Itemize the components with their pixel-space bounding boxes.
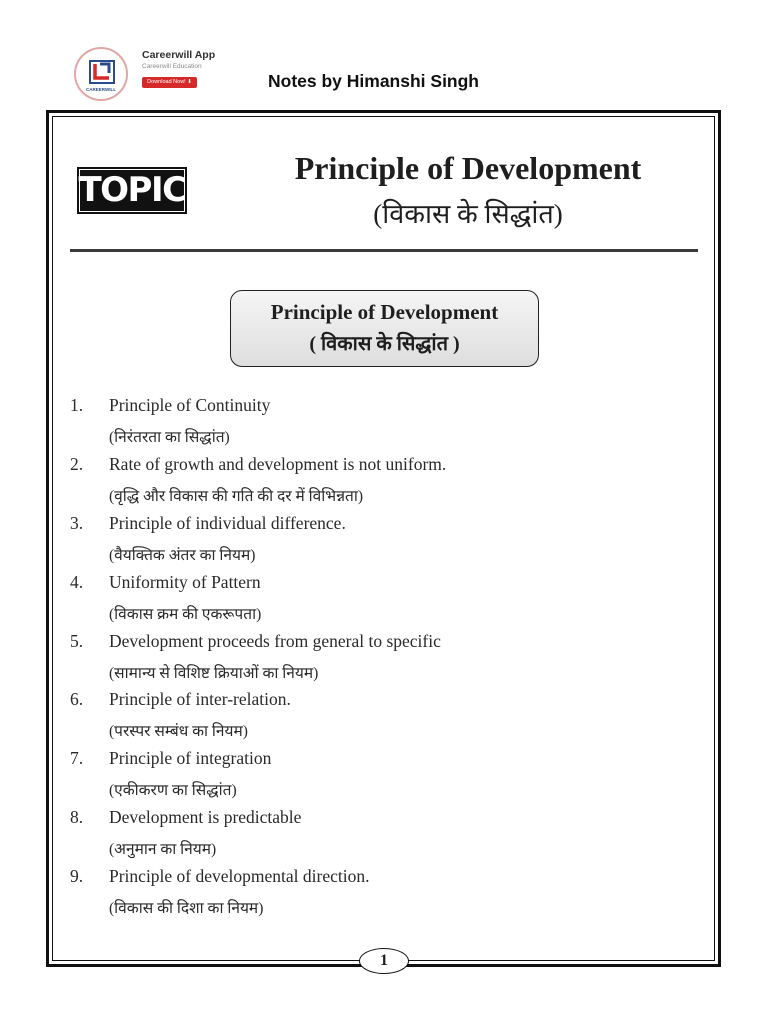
item-text: Development proceeds from general to specific: [109, 630, 441, 651]
section-heading: Principle of Development: [270, 300, 499, 324]
list-item: [70, 572, 690, 631]
item-text: Principle of individual difference.: [109, 512, 346, 533]
item-number: 3.: [70, 512, 84, 533]
item-text: Rate of growth and development is not uniform.: [109, 453, 447, 474]
item-text: Development is predictable: [109, 807, 302, 828]
item-text: Uniformity of Pattern: [109, 571, 261, 592]
page-number: 1: [359, 948, 409, 974]
list-item: [70, 631, 690, 690]
app-subtitle: Careerwill Education: [142, 63, 202, 70]
page-title-hindi: (विकास के सिद्धांत): [373, 199, 563, 229]
list-item: [70, 866, 690, 925]
list-item: [70, 748, 690, 807]
section-heading-hindi: ( विकास के सिद्धांत ): [309, 333, 460, 355]
item-text-hindi: (एकीकरण का सिद्धांत): [109, 782, 237, 800]
title-divider: [70, 249, 698, 252]
list-item: [70, 395, 690, 454]
topic-badge: TOPIC: [77, 167, 187, 214]
item-number: 2.: [70, 453, 84, 474]
item-text-hindi: (विकास की दिशा का नियम): [109, 900, 264, 918]
item-text-hindi: (वैयक्तिक अंतर का नियम): [109, 546, 256, 564]
item-text: Principle of Continuity: [109, 395, 271, 415]
item-text: Principle of inter-relation.: [109, 689, 291, 710]
careerwill-logo: [74, 47, 128, 101]
item-text-hindi: (अनुमान का नियम): [109, 841, 217, 859]
page-title: Principle of Development: [294, 150, 642, 186]
download-now-button[interactable]: Download Now! ⬇: [142, 77, 197, 88]
careerwill-logo-icon: [88, 59, 116, 85]
item-number: 6.: [70, 689, 84, 710]
list-item: [70, 689, 690, 748]
list-item: [70, 513, 690, 572]
item-text-hindi: (विकास क्रम की एकरूपता): [109, 605, 262, 623]
item-number: 7.: [70, 748, 84, 769]
section-heading-box: [230, 290, 539, 367]
item-number: 9.: [70, 866, 84, 887]
principles-list: [70, 395, 690, 925]
item-text: Principle of developmental direction.: [109, 866, 370, 887]
item-text-hindi: (परस्पर सम्बंध का नियम): [109, 723, 248, 741]
item-number: 4.: [70, 571, 84, 592]
list-item: [70, 807, 690, 866]
logo-wordmark: CAREERWILL: [86, 87, 116, 92]
item-text: Principle of integration: [109, 748, 272, 769]
item-number: 8.: [70, 807, 84, 828]
item-text-hindi: (वृद्धि और विकास की गति की दर में विभिन्नता): [109, 487, 364, 505]
app-name: Careerwill App: [142, 49, 216, 61]
item-text-hindi: (निरंतरता का सिद्धांत): [109, 429, 230, 446]
item-number: 1.: [70, 395, 84, 415]
item-text-hindi: (सामान्य से विशिष्ट क्रियाओं का नियम): [109, 664, 319, 682]
item-number: 5.: [70, 630, 84, 651]
list-item: [70, 454, 690, 513]
notes-author: Notes by Himanshi Singh: [268, 71, 479, 91]
